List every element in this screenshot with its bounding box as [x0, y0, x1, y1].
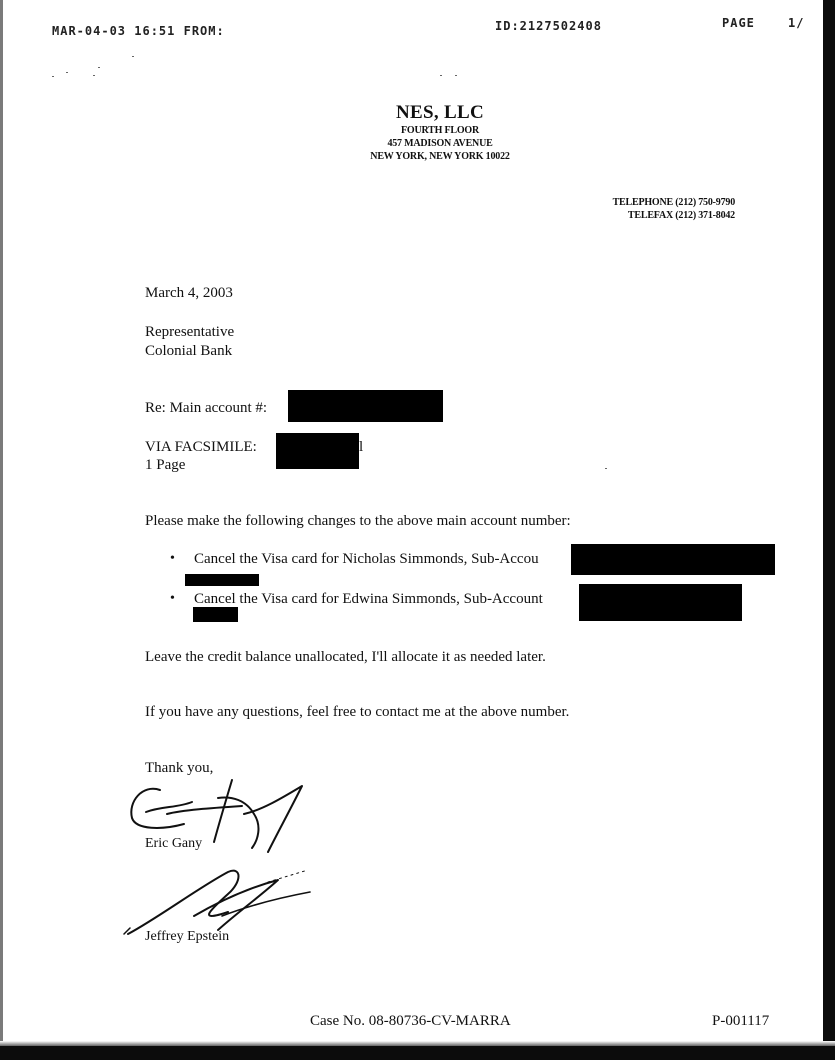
fax-datetime: MAR-04-03 16:51 FROM: — [52, 24, 225, 38]
scan-speck — [98, 67, 100, 68]
bullet-icon: • — [170, 551, 175, 566]
scan-speck — [440, 75, 442, 76]
via-facsimile-label: VIA FACSIMILE: — [145, 439, 257, 455]
recipient-bank: Colonial Bank — [145, 343, 233, 359]
redaction-tail: l — [359, 439, 364, 455]
fax-page-label: PAGE — [722, 16, 755, 30]
fax-id: ID:2127502408 — [495, 19, 602, 33]
scan-speck — [455, 75, 457, 76]
signer-name-eric-gany: Eric Gany — [145, 836, 203, 851]
address-line-3: NEW YORK, NEW YORK 10022 — [370, 151, 510, 162]
fax-page-number: 1/ — [788, 16, 805, 30]
bullet-item: Cancel the Visa card for Nicholas Simmonds, Sub-Accou — [194, 551, 539, 567]
scan-speck — [605, 468, 607, 469]
company-name: NES, LLC — [396, 102, 484, 123]
bullet-icon: • — [170, 591, 175, 606]
letter-date: March 4, 2003 — [145, 285, 233, 301]
scan-speck — [52, 76, 54, 77]
redaction-box — [579, 584, 742, 621]
redaction-box — [193, 607, 238, 622]
redaction-box — [288, 390, 443, 422]
bates-number: P-001117 — [712, 1013, 770, 1029]
telefax-number: TELEFAX (212) 371-8042 — [627, 210, 735, 221]
page-count: 1 Page — [145, 457, 186, 473]
redaction-box — [185, 574, 259, 586]
scan-speck — [93, 75, 95, 76]
intro-paragraph: Please make the following changes to the above main account number: — [145, 513, 571, 529]
bullet-item: Cancel the Visa card for Edwina Simmonds, Sub-Account — [194, 591, 543, 607]
scan-speck — [132, 56, 134, 57]
balance-paragraph: Leave the credit balance unallocated, I'll allocate it as needed later. — [145, 649, 546, 665]
case-number: Case No. 08-80736-CV-MARRA — [310, 1013, 511, 1029]
redaction-box — [571, 544, 775, 575]
telephone-number: TELEPHONE (212) 750-9790 — [612, 197, 735, 208]
signer-name-jeffrey-epstein: Jeffrey Epstein — [145, 929, 230, 944]
address-line-2: 457 MADISON AVENUE — [387, 138, 493, 149]
closing: Thank you, — [145, 760, 214, 776]
scan-bottom-edge — [0, 1046, 835, 1060]
scan-speck — [66, 72, 68, 73]
re-account-label: Re: Main account #: — [145, 400, 268, 416]
questions-paragraph: If you have any questions, feel free to contact me at the above number. — [145, 704, 570, 720]
recipient-title: Representative — [145, 324, 235, 340]
address-line-1: FOURTH FLOOR — [400, 125, 480, 136]
redaction-box — [276, 433, 359, 469]
